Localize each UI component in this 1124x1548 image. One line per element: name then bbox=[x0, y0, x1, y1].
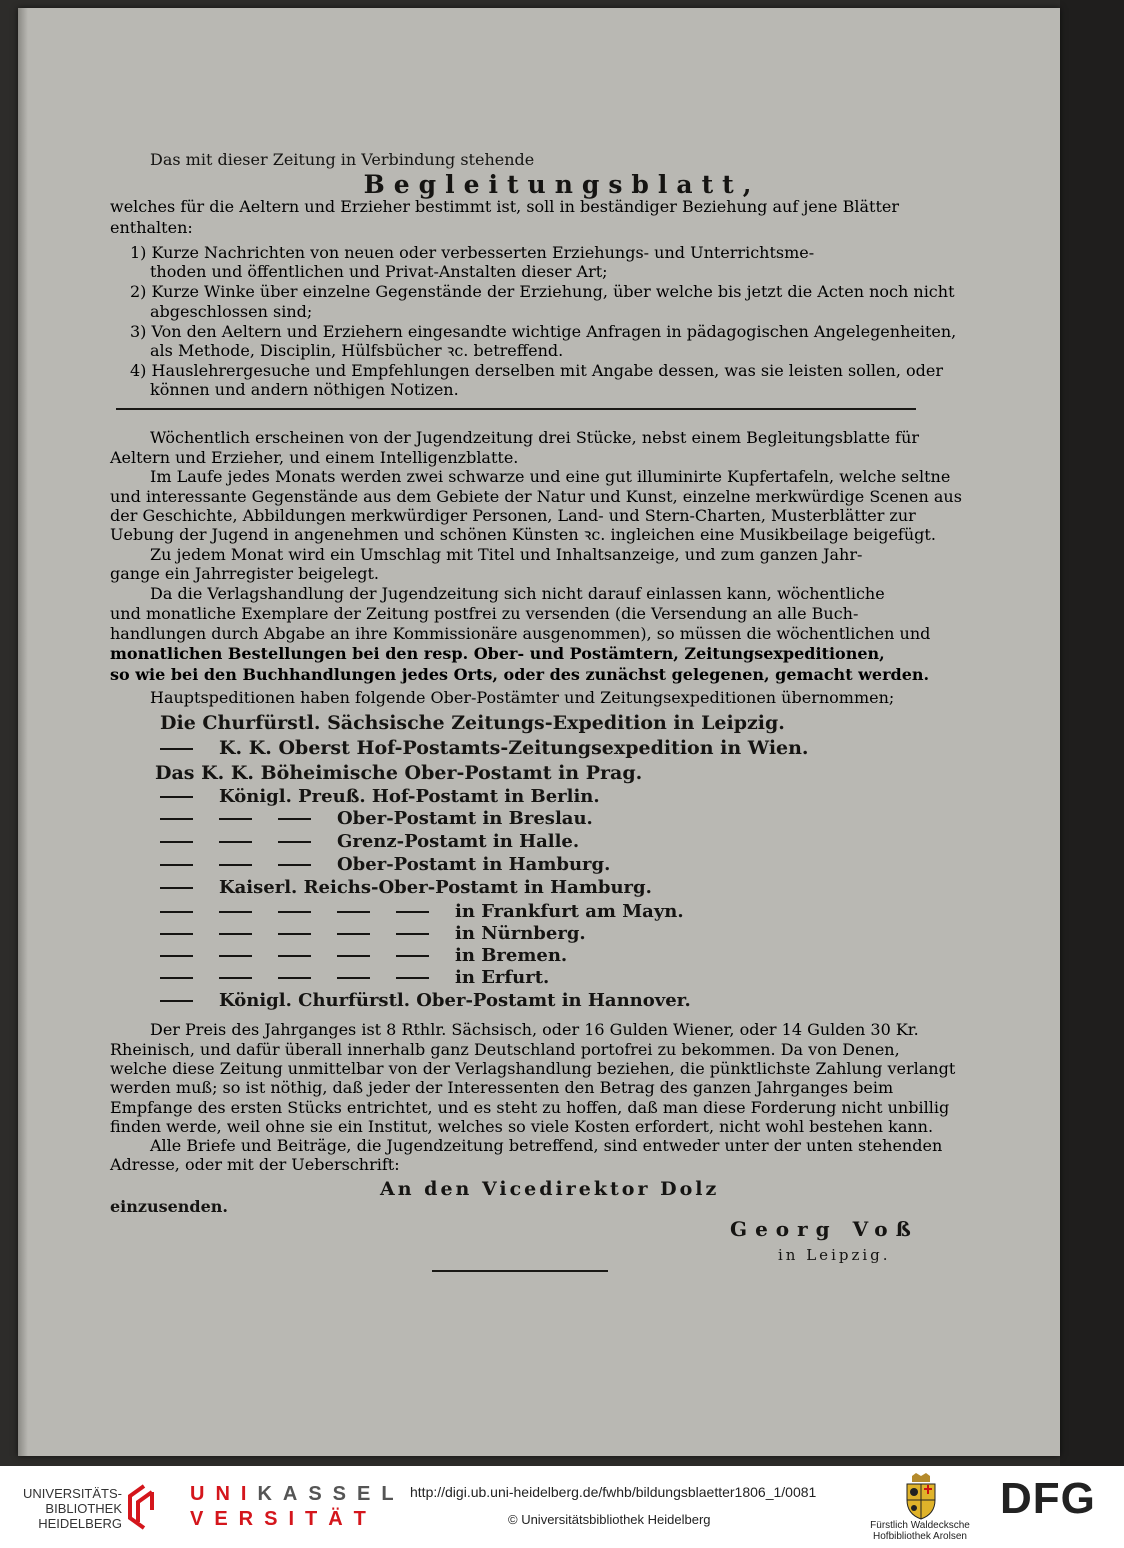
price-line: Der Preis des Jahrganges ist 8 Rthlr. Sächsisch, oder 16 Gulden Wiener, oder 14 Gulden 30 Kr. bbox=[150, 1020, 919, 1039]
page-title: Begleitungsblatt, bbox=[363, 170, 761, 199]
ditto-dash bbox=[396, 933, 429, 935]
ditto-dash bbox=[219, 911, 252, 913]
uni-kassel-logo-line2[interactable]: VERSITÄT bbox=[190, 1508, 377, 1530]
office-entry-row bbox=[160, 923, 586, 945]
office-entry: Königl. Preuß. Hof-Postamt in Berlin. bbox=[219, 786, 600, 807]
office-entry-row bbox=[160, 990, 691, 1012]
ditto-dash bbox=[219, 818, 252, 820]
office-entry: in Erfurt. bbox=[455, 967, 550, 988]
section-rule bbox=[116, 408, 916, 410]
list-line: 1) Kurze Nachrichten von neuen oder verbesserten Erziehungs- und Unterrichtsme- bbox=[130, 243, 815, 262]
send-line: einzusenden. bbox=[110, 1197, 228, 1216]
body-line: Uebung der Jugend in angenehmen und schönen Künsten ꝛc. ingleichen eine Musikbeilage beigefügt. bbox=[110, 525, 936, 544]
price-line: Rheinisch, und dafür überall innerhalb ganz Deutschland portofrei zu bekommen. Da von Denen, bbox=[110, 1040, 900, 1059]
list-line: 2) Kurze Winke über einzelne Gegenstände der Erziehung, über welche bis jetzt die Acten noch nicht bbox=[130, 282, 955, 301]
ditto-dash bbox=[396, 911, 429, 913]
address-line: An den Vicedirektor Dolz bbox=[380, 1178, 720, 1200]
office-entry-row bbox=[160, 967, 549, 989]
price-line: Adresse, oder mit der Ueberschrift: bbox=[110, 1155, 400, 1174]
list-line: thoden und öffentlichen und Privat-Anstalten dieser Art; bbox=[150, 262, 608, 281]
body-line: und interessante Gegenstände aus dem Gebiete der Natur und Kunst, einzelne merkwürdige Scenen aus bbox=[110, 487, 962, 506]
body-line: handlungen durch Abgabe an ihre Kommissionäre ausgenommen), so müssen die wöchentlichen und bbox=[110, 624, 931, 643]
uni-text: UNI bbox=[190, 1483, 258, 1505]
kassel-text: KASSEL bbox=[257, 1483, 405, 1505]
copyright-notice: © Universitätsbibliothek Heidelberg bbox=[508, 1512, 711, 1527]
office-entry-row bbox=[160, 737, 809, 759]
waldeck-library-text bbox=[857, 1520, 983, 1542]
ub-line: BIBLIOTHEK bbox=[45, 1501, 122, 1516]
office-entry: Ober-Postamt in Breslau. bbox=[337, 808, 593, 829]
ditto-dash bbox=[337, 955, 370, 957]
body-line: so wie bei den Buchhandlungen jedes Orts, oder des zunächst gelegenen, gemacht werden. bbox=[110, 665, 930, 684]
ditto-dash bbox=[396, 955, 429, 957]
purpose-line: enthalten: bbox=[110, 218, 193, 237]
body-line: Aeltern und Erzieher, und einem Intelligenzblatte. bbox=[110, 448, 519, 467]
ditto-dash bbox=[219, 955, 252, 957]
ditto-dash bbox=[160, 887, 193, 889]
ditto-dash bbox=[160, 911, 193, 913]
waldeck-line: Hofbibliothek Arolsen bbox=[873, 1531, 967, 1542]
body-line: und monatliche Exemplare der Zeitung postfrei zu versenden (die Versendung an alle Buch- bbox=[110, 604, 859, 623]
ditto-dash bbox=[219, 977, 252, 979]
waldeck-line: Fürstlich Waldecksche bbox=[870, 1520, 970, 1531]
permalink-url[interactable]: http://digi.ub.uni-heidelberg.de/fwhb/bildungsblaetter1806_1/0081 bbox=[410, 1484, 817, 1500]
ditto-dash bbox=[337, 977, 370, 979]
list-line: können und andern nöthigen Notizen. bbox=[150, 380, 459, 399]
office-entry-row bbox=[160, 831, 579, 853]
ditto-dash bbox=[278, 977, 311, 979]
office-entry: Die Churfürstl. Sächsische Zeitungs-Expedition in Leipzig. bbox=[160, 712, 785, 734]
ditto-dash bbox=[278, 911, 311, 913]
body-line: gange ein Jahrregister beigelegt. bbox=[110, 564, 379, 583]
ditto-dash bbox=[160, 977, 193, 979]
ditto-dash bbox=[160, 1000, 193, 1002]
office-entry-row bbox=[160, 786, 600, 808]
waldeck-coat-of-arms-icon bbox=[904, 1472, 938, 1520]
ditto-dash bbox=[160, 933, 193, 935]
ditto-dash bbox=[278, 864, 311, 866]
publisher-place: in Leipzig. bbox=[778, 1246, 891, 1264]
office-entry-row bbox=[160, 808, 593, 830]
office-entry: Kaiserl. Reichs-Ober-Postamt in Hamburg. bbox=[219, 877, 652, 898]
ditto-dash bbox=[337, 933, 370, 935]
price-line: finden werde, weil ohne sie ein Institut, welches so viele Kosten erfordert, nicht wohl bestehen kann. bbox=[110, 1117, 934, 1136]
body-line: Da die Verlagshandlung der Jugendzeitung sich nicht darauf einlassen kann, wöchentliche bbox=[150, 584, 885, 603]
body-line: Zu jedem Monat wird ein Umschlag mit Titel und Inhaltsanzeige, und zum ganzen Jahr- bbox=[150, 545, 863, 564]
ditto-dash bbox=[278, 955, 311, 957]
office-entry: in Frankfurt am Mayn. bbox=[455, 901, 684, 922]
ub-line: HEIDELBERG bbox=[38, 1516, 122, 1531]
list-line: als Methode, Disciplin, Hülfsbücher ꝛc. betreffend. bbox=[150, 341, 564, 360]
office-entry: Grenz-Postamt in Halle. bbox=[337, 831, 580, 852]
ditto-dash bbox=[160, 818, 193, 820]
ub-line: UNIVERSITÄTS- bbox=[23, 1486, 122, 1501]
dfg-logo[interactable]: DFG bbox=[1000, 1474, 1096, 1523]
ditto-dash bbox=[278, 818, 311, 820]
body-line: monatlichen Bestellungen bei den resp. Ober- und Postämtern, Zeitungsexpeditionen, bbox=[110, 644, 885, 663]
ditto-dash bbox=[160, 748, 193, 750]
purpose-line: welches für die Aeltern und Erzieher bestimmt ist, soll in beständiger Beziehung auf jene Blätter bbox=[110, 197, 899, 216]
scan-edge bbox=[1060, 0, 1124, 1466]
office-entry: Das K. K. Böheimische Ober-Postamt in Prag. bbox=[155, 762, 643, 784]
ditto-dash bbox=[278, 933, 311, 935]
office-entry-row bbox=[160, 901, 684, 923]
body-line: Wöchentlich erscheinen von der Jugendzeitung drei Stücke, nebst einem Begleitungsblatte für bbox=[150, 428, 920, 447]
ditto-dash bbox=[219, 864, 252, 866]
price-line: Alle Briefe und Beiträge, die Jugendzeitung betreffend, sind entweder unter der unten stehenden bbox=[150, 1136, 943, 1155]
ditto-dash bbox=[219, 841, 252, 843]
price-line: werden muß; so ist nöthig, daß jeder der Interessenten den Betrag des ganzen Jahrganges beim bbox=[110, 1078, 894, 1097]
closing-rule bbox=[432, 1270, 608, 1272]
list-line: 3) Von den Aeltern und Erziehern eingesandte wichtige Anfragen in pädagogischen Angelegenheiten, bbox=[130, 322, 957, 341]
ditto-dash bbox=[219, 933, 252, 935]
office-entry: in Nürnberg. bbox=[455, 923, 586, 944]
ub-heidelberg-text bbox=[22, 1486, 122, 1531]
ditto-dash bbox=[337, 911, 370, 913]
office-entry: in Bremen. bbox=[455, 945, 568, 966]
price-line: welche diese Zeitung unmittelbar von der Verlagshandlung beziehen, die pünktlichste Zahlung verlangt bbox=[110, 1059, 956, 1078]
office-entry: Ober-Postamt in Hamburg. bbox=[337, 854, 611, 875]
office-entry: K. K. Oberst Hof-Postamts-Zeitungsexpedition in Wien. bbox=[219, 737, 809, 759]
publisher-name: Georg Voß bbox=[730, 1217, 919, 1241]
ditto-dash bbox=[160, 955, 193, 957]
ditto-dash bbox=[160, 841, 193, 843]
intro-line: Das mit dieser Zeitung in Verbindung stehende bbox=[150, 150, 535, 169]
office-entry-row bbox=[160, 945, 567, 967]
body-line: Hauptspeditionen haben folgende Ober-Postämter und Zeitungsexpeditionen übernommen; bbox=[150, 688, 895, 707]
viewer-footer bbox=[0, 1466, 1124, 1548]
list-line: abgeschlossen sind; bbox=[150, 302, 313, 321]
body-line: Im Laufe jedes Monats werden zwei schwarze und eine gut illuminirte Kupfertafeln, welche seltne bbox=[150, 467, 951, 486]
office-entry: Königl. Churfürstl. Ober-Postamt in Hannover. bbox=[219, 990, 691, 1011]
uni-kassel-logo-line1[interactable] bbox=[190, 1483, 405, 1506]
office-entry-row bbox=[160, 877, 652, 899]
list-line: 4) Hauslehrergesuche und Empfehlungen derselben mit Angabe dessen, was sie leisten sollen, oder bbox=[130, 361, 943, 380]
ditto-dash bbox=[160, 796, 193, 798]
body-line: der Geschichte, Abbildungen merkwürdiger Personen, Land- und Stern-Charten, Musterblätter zur bbox=[110, 506, 916, 525]
price-line: Empfange des ersten Stücks entrichtet, und es steht zu hoffen, daß man diese Forderung nicht unbillig bbox=[110, 1098, 950, 1117]
ditto-dash bbox=[396, 977, 429, 979]
ub-heidelberg-logo-icon[interactable] bbox=[122, 1482, 162, 1532]
office-entry-row bbox=[160, 854, 610, 876]
ditto-dash bbox=[278, 841, 311, 843]
ditto-dash bbox=[160, 864, 193, 866]
